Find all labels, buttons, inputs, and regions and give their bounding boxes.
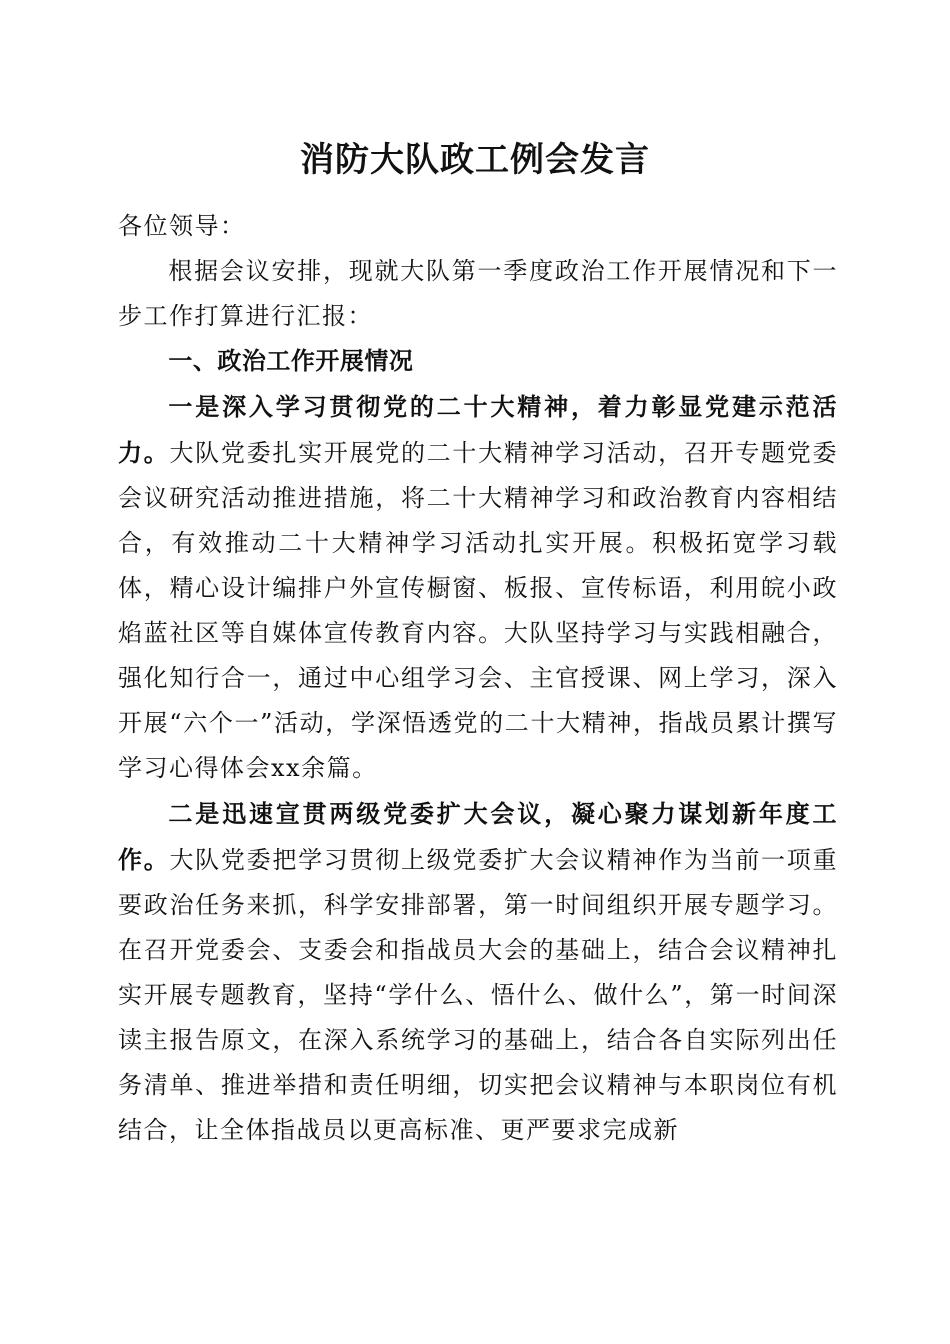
- intro-paragraph: 根据会议安排，现就大队第一季度政治工作开展情况和下一步工作打算进行汇报：: [118, 257, 838, 330]
- document-body: [118, 204, 838, 1153]
- document-title: 消防大队政工例会发言: [300, 140, 650, 180]
- salutation: 各位领导：: [118, 212, 246, 240]
- paragraph-two-lead: 二是迅速宣贯两级党委扩大会议，凝心聚力谋划新年度工作。: [118, 799, 838, 874]
- paragraph-two: [118, 791, 838, 1153]
- section-heading: 一、政治工作开展情况: [168, 347, 414, 375]
- paragraph-one-lead: 一是深入学习贯彻党的二十大精神，着力彰显党建示范活力。: [118, 392, 838, 467]
- paragraph-two-text: 大队党委把学习贯彻上级党委扩大会议精神作为当前一项重要政治任务来抓，科学安排部署，第一时间组织开展专题学习。在召开党委会、支委会和指战员大会的基础上，结合会议精神扎实开展专题教育，坚持“学什么、悟什么、做什么”，第一时间深读主报告原文，在深入系统学习的基础上，结合各自实际列出任务清单、推进举措和责任明细，切实把会议精神与本职岗位有机结合，让全体指战员以更高标准、更严要求完成新: [118, 846, 839, 1144]
- paragraph-one-text: 大队党委扎实开展党的二十大精神学习活动，召开专题党委会议研究活动推进措施，将二十大精神学习和政治教育内容相结合，有效推动二十大精神学习活动扎实开展。积极拓宽学习载体，精心设计编排户外宣传橱窗、板报、宣传标语，利用皖小政焰蓝社区等自媒体宣传教育内容。大队坚持学习与实践相融合，强化知行合一，通过中心组学习会、主官授课、网上学习，深入开展“六个一”活动，学深悟透党的二十大精神，指战员累计撰写学习心得体会xx余篇。: [118, 439, 839, 782]
- paragraph-one: [118, 384, 838, 791]
